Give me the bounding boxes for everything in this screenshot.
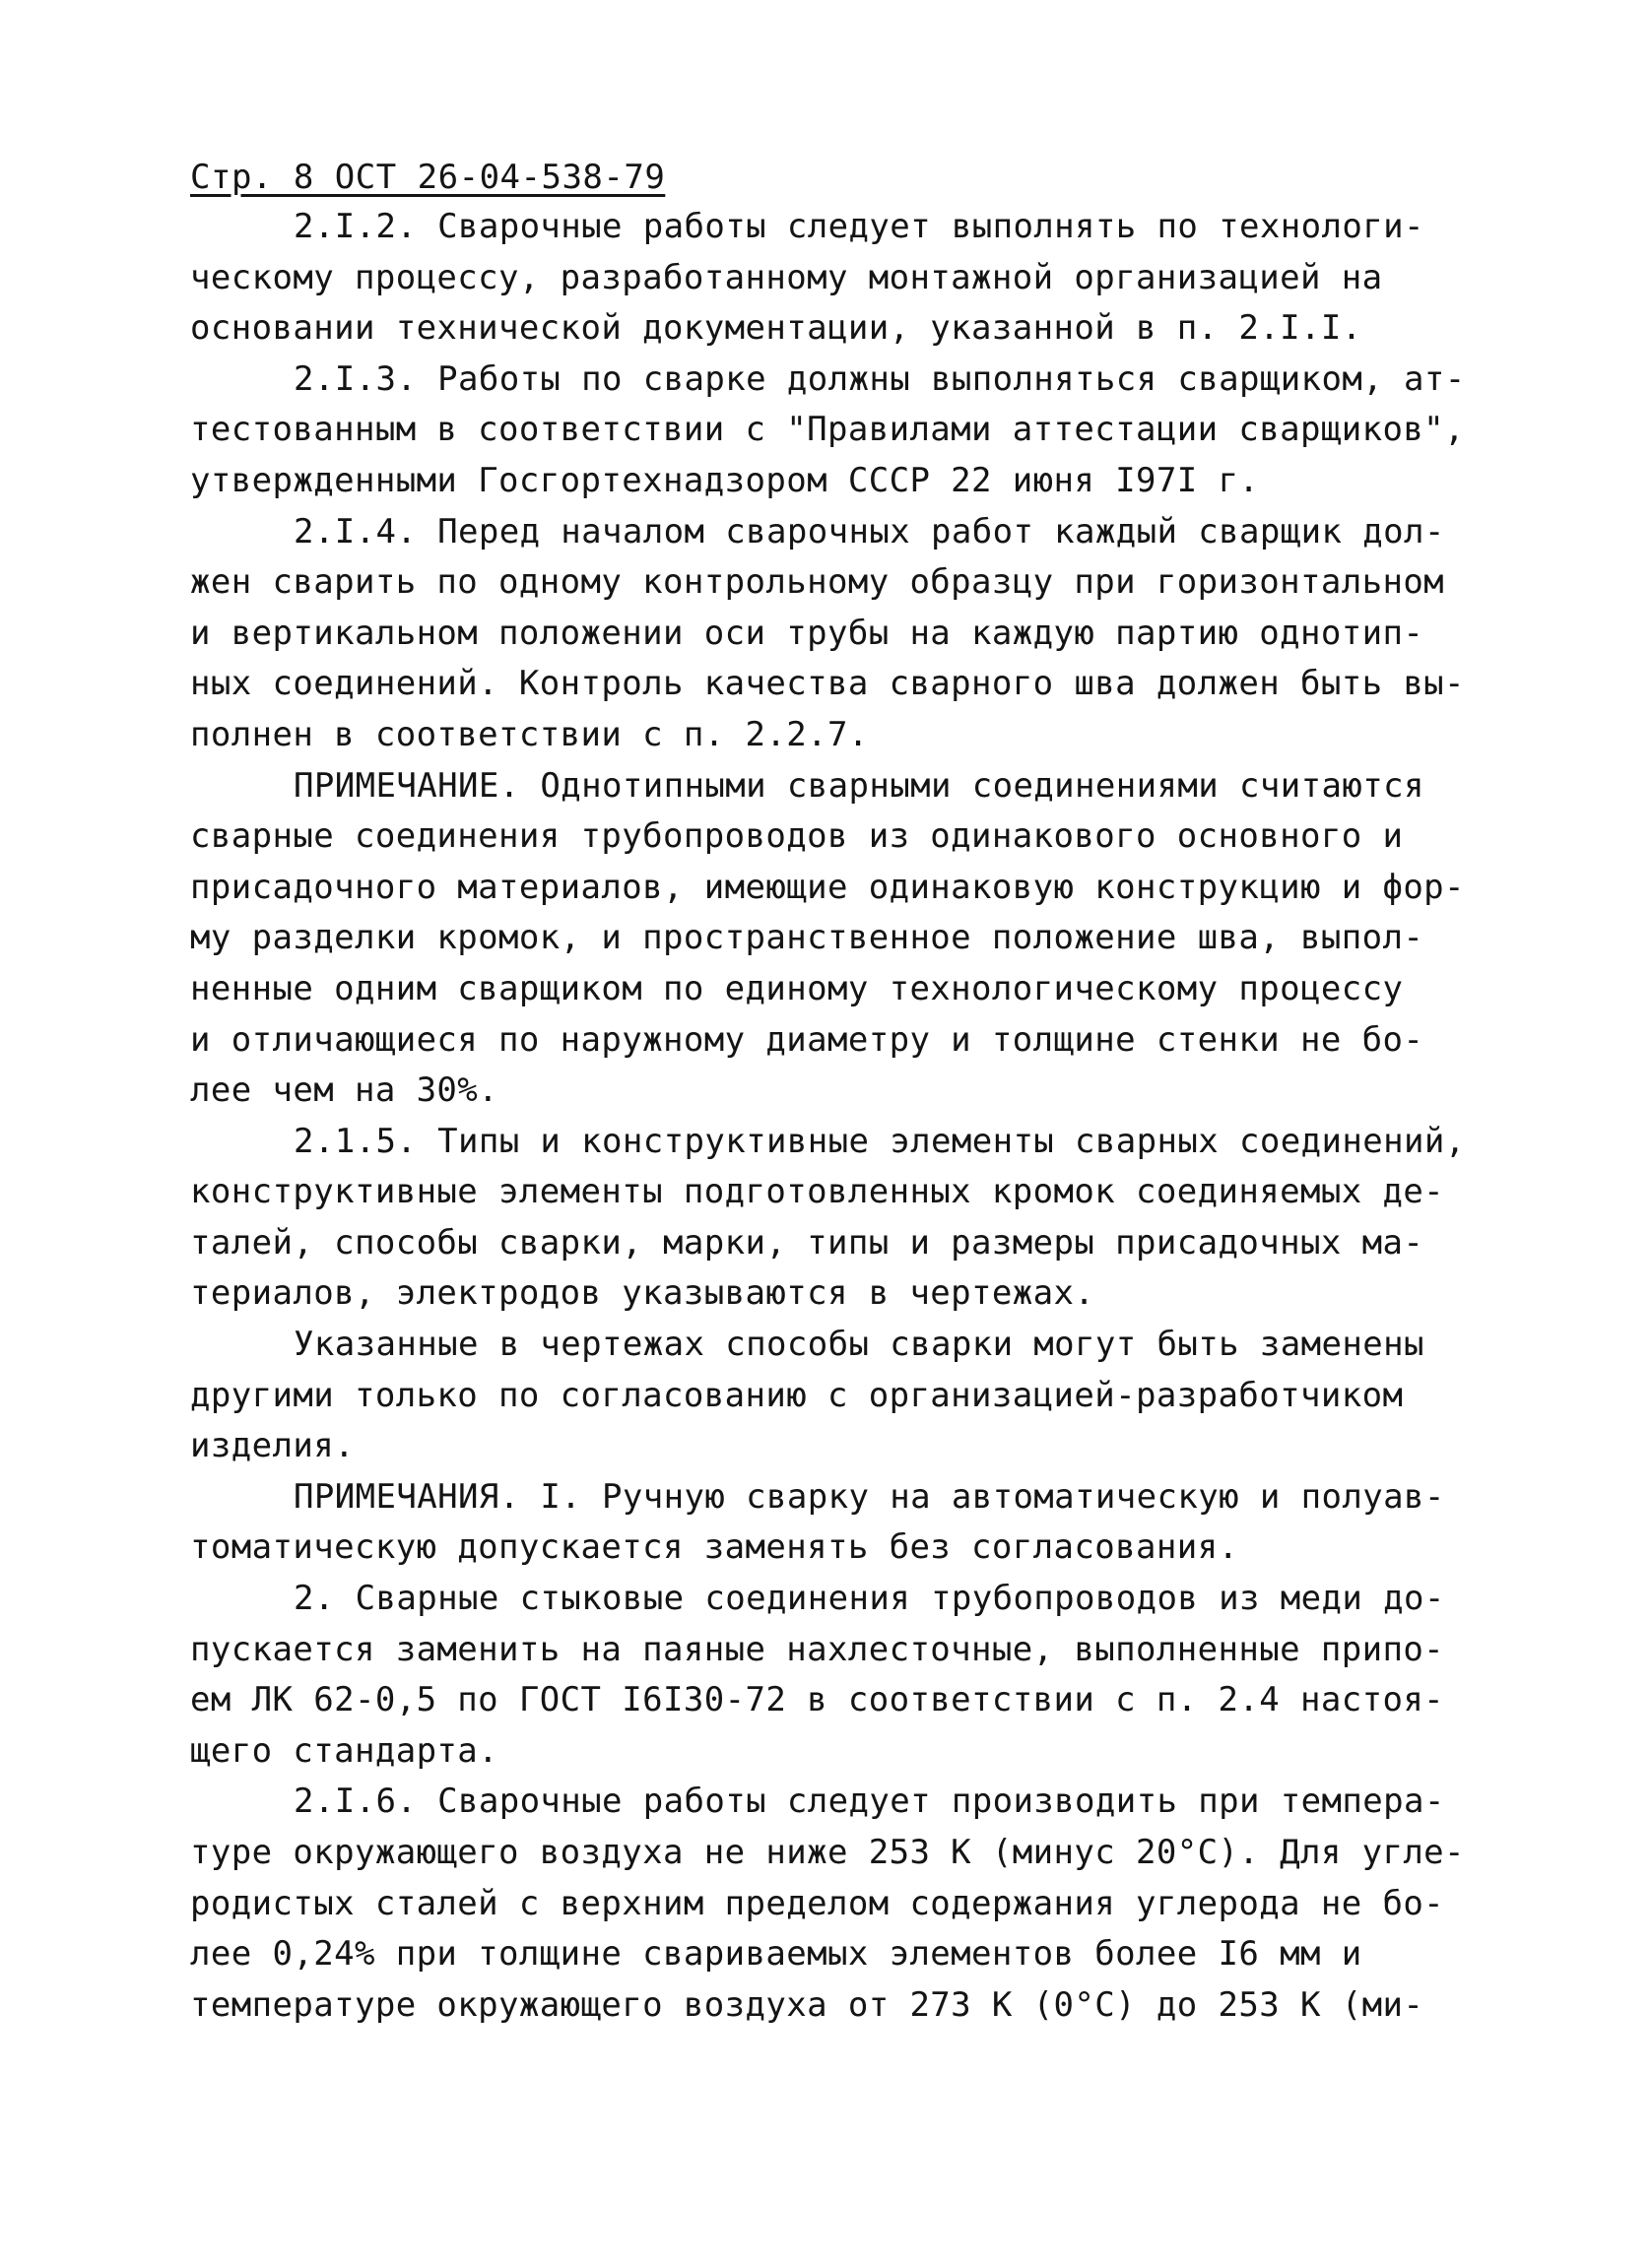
text-line: другими только по согласованию с организацией-разработчиком xyxy=(190,1375,1404,1415)
text-line: сварные соединения трубопроводов из одинакового основного и xyxy=(190,816,1404,857)
text-line: пускается заменить на паяные нахлесточные, выполненные припо- xyxy=(190,1629,1445,1669)
text-line: ных соединений. Контроль качества сварного шва должен быть вы- xyxy=(190,664,1465,704)
text-line: ненные одним сварщиком по единому технологическому процессу xyxy=(190,968,1404,1008)
text-line: температуре окружающего воздуха от 273 К (0°С) до 253 К (ми- xyxy=(190,1984,1424,2025)
text-line: родистых сталей с верхним пределом содержания углерода не бо- xyxy=(190,1883,1445,1923)
text-line: Указанные в чертежах способы сварки могут быть заменены xyxy=(294,1325,1424,1365)
text-line: му разделки кромок, и пространственное положение шва, выпол- xyxy=(190,918,1424,958)
text-line: териалов, электродов указываются в чертежах. xyxy=(190,1273,1095,1314)
text-line: лее 0,24% при толщине свариваемых элементов более I6 мм и xyxy=(190,1934,1362,1975)
text-line: 2.I.2. Сварочные работы следует выполнять по технологи- xyxy=(294,207,1424,246)
text-line: тестованным в соответствии с "Правилами аттестации сварщиков", xyxy=(190,410,1465,450)
text-line: лее чем на 30%. xyxy=(190,1070,499,1111)
text-line: 2.I.3. Работы по сварке должны выполняться сварщиком, ат- xyxy=(294,358,1466,399)
text-line: и отличающиеся по наружному диаметру и толщине стенки не бо- xyxy=(190,1019,1424,1060)
text-line: ческому процессу, разработанному монтажной организацией на xyxy=(190,257,1383,297)
text-line: конструктивные элементы подготовленных кромок соединяемых де- xyxy=(190,1172,1445,1212)
text-line: талей, способы сварки, марки, типы и размеры присадочных ма- xyxy=(190,1222,1424,1263)
text-line: и вертикальном положении оси трубы на каждую партию однотип- xyxy=(190,613,1424,653)
text-line: 2.1.5. Типы и конструктивные элементы сварных соединений, xyxy=(294,1121,1466,1161)
text-line: жен сварить по одному контрольному образцу при горизонтальном xyxy=(190,562,1445,603)
text-line: присадочного материалов, имеющие одинаковую конструкцию и фор- xyxy=(190,867,1465,907)
text-line: утвержденными Госгортехнадзором СССР 22 июня I97I г. xyxy=(190,460,1260,500)
text-line: щего стандарта. xyxy=(190,1730,499,1771)
text-line: 2.I.4. Перед началом сварочных работ каждый сварщик дол- xyxy=(294,511,1445,551)
text-line: основании технической документации, указанной в п. 2.I.I. xyxy=(190,308,1362,349)
text-line: полнен в соответствии с п. 2.2.7. xyxy=(190,714,869,754)
text-line: ПРИМЕЧАНИЯ. I. Ручную сварку на автоматическую и полуав- xyxy=(294,1476,1445,1517)
text-line: ем ЛК 62-0,5 по ГОСТ I6I30-72 в соответствии с п. 2.4 настоя- xyxy=(190,1680,1445,1720)
body-text xyxy=(190,202,1481,2031)
page-header: Стр. 8 ОСТ 26-04-538-79 xyxy=(190,158,666,197)
text-line: туре окружающего воздуха не ниже 253 К (минус 20°С). Для угле- xyxy=(190,1833,1465,1872)
text-line: ПРИМЕЧАНИЕ. Однотипными сварными соединениями считаются xyxy=(294,765,1424,806)
text-line: 2.I.6. Сварочные работы следует производить при темпера- xyxy=(294,1782,1445,1822)
text-line: томатическую допускается заменять без согласования. xyxy=(190,1527,1239,1568)
text-line: изделия. xyxy=(190,1426,355,1466)
text-line: 2. Сварные стыковые соединения трубопроводов из меди до- xyxy=(294,1579,1445,1619)
